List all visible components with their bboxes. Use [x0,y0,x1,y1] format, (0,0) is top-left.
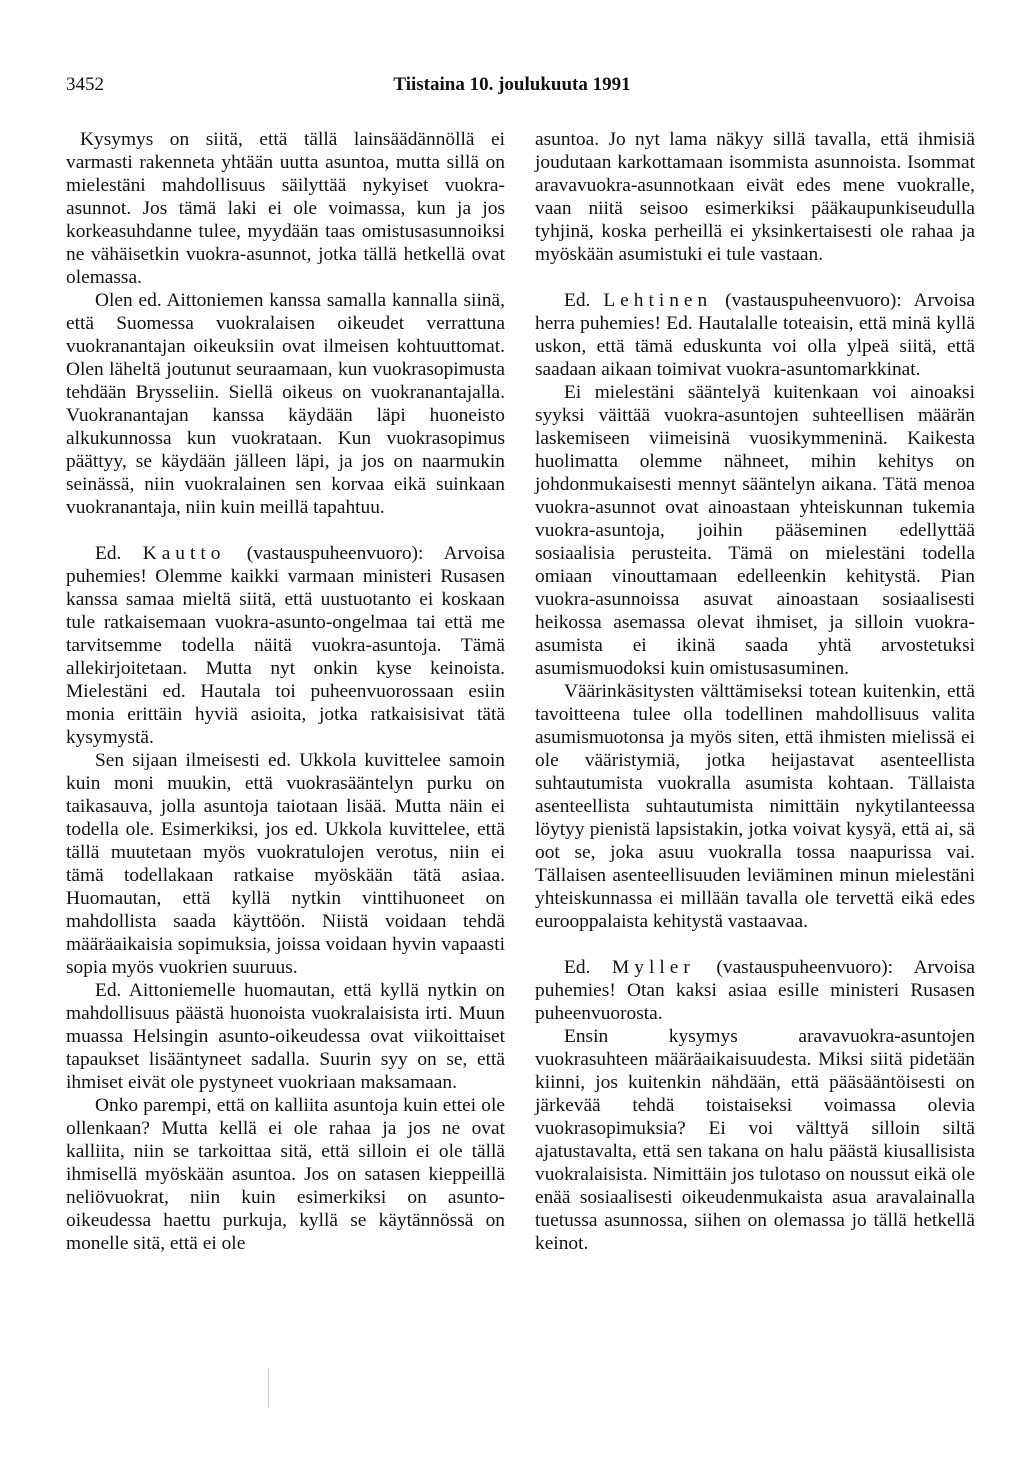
paragraph: Olen ed. Aittoniemen kanssa samalla kannalla siinä, että Suomessa vuokralaisen oikeudet verrattuna vuokranantajan oikeuksiin ovat ilmeisen kohtuuttomat. Olen läheltä joutunut seuraamaan, kun vuokrasopimusta tehdään Brysseliin. Siellä oikeus on vuokranantajalla. Vuokranantajan kanssa käydään läpi huoneisto alkukunnossa kun vuokrataan. Kun vuokrasopimus päättyy, se käydään jälleen läpi, ja jos on naarmukin seinässä, niin vuokralainen sen korvaa eikä suinkaan vuokranantaja, niin kuin meillä tapahtuu. [66,290,505,518]
speech-myller [535,956,975,1025]
right-column [535,128,975,1255]
header-date: Tiistaina 10. joulukuuta 1991 [393,74,631,95]
page-header [66,74,958,100]
paragraph: Väärinkäsitysten välttämiseksi totean kuitenkin, että tavoitteena tulee olla todellinen mahdollisuus valita asumismuotonsa ja myös siten, että ihmisten mielissä ei ole vääristymiä, jotka heijastavat asenteellista suhtautumista vuokralla asumista kohtaan. Tällaista asenteellista suhtautumista nimittäin nykytilanteessa löytyy pienistä lapsistakin, jotka voivat kysyä, että ai, sä oot se, joka asuu vuokralla tossa naapurissa vai. Tällaisen asenteellisuuden leviäminen minun mielestäni yhteiskunnassa ei millään tavalla ole tervettä eikä edes eurooppalaista kehitystä vastaavaa. [535,681,975,932]
speaker-prefix: Ed. [95,543,143,564]
speech-kautto [66,542,505,749]
paragraph: Kysymys on siitä, että tällä lainsäädännöllä ei varmasti rakenneta yhtään uutta asuntoa, mutta sillä on mielestäni mahdollisuus säilyttää nykyiset vuokra-asunnot. Jos tämä laki ei ole voimassa, kun ja jos korkeasuhdanne tulee, myydään taas omistusasunnoiksi ne vähäisetkin vuokra-asunnot, jotka tällä hetkellä ovat olemassa. [66,129,505,288]
speech-text: (vastauspuheenvuoro): Arvoisa puhemies! Olemme kaikki varmaan ministeri Rusasen kanssa samaa mieltä siitä, että uustuotanto ei koskaan tule ratkaisemaan vuokra-asunto-ongelmaa tai että me tarvitsemme todella näitä vuokra-asuntoja. Tämä allekirjoitetaan. Mutta nyt onkin kyse keinoista. Mielestäni ed. Hautala toi puheenvuorossaan esiin monia erittäin hyviä asioita, jotka ratkaisisivat tätä kysymystä. [66,543,505,748]
page-number: 3452 [66,74,104,95]
speech-lehtinen [535,289,975,381]
scan-artifact-line [268,1368,269,1408]
speech-text: (vastauspuheenvuoro): Arvoisa herra puhemies! Ed. Hautalalle toteaisin, että minä kyllä uskon, että tämä eduskunta voi olla ylpeä siitä, että saadaan aikaan toimivat vuokra-asuntomarkkinat. [535,290,975,380]
paragraph: Onko parempi, että on kalliita asuntoja kuin ettei ole ollenkaan? Mutta kellä ei ole rahaa ja jos ne ovat kalliita, niin se tarkoittaa sitä, että silloin ei ole tällä ihmisellä myöskään asuntoa. Jos on satasen kieppeillä neliövuokrat, niin kuin esimerkiksi on asunto-oikeudessa haettu purkuja, kyllä se käytännössä on monelle sitä, että ei ole [66,1095,505,1254]
speaker-name: Myller [612,957,695,978]
paragraph: Sen sijaan ilmeisesti ed. Ukkola kuvittelee samoin kuin moni muukin, että vuokrasääntelyn purku on taikasauva, jolla asuntoja taiotaan lisää. Mutta näin ei todella ole. Esimerkiksi, jos ed. Ukkola kuvittelee, että tällä muutetaan myös vuokratulojen verotus, niin ei tämä todellakaan ratkaise myöskään tätä asiaa. Huomautan, että kyllä nytkin vinttihuoneet on mahdollista saada käyttöön. Niistä voidaan tehdä määräaikaisia sopimuksia, joissa voidaan hyvin vapaasti sopia myös vuokrien suuruus. [66,750,505,978]
speaker-prefix: Ed. [564,290,604,311]
left-column [66,128,505,1255]
speaker-name: Lehtinen [603,290,713,311]
speaker-name: Kautto [142,543,226,564]
paragraph: Ensin kysymys aravavuokra-asuntojen vuokrasuhteen määräaikaisuudesta. Miksi siitä pidetään kiinni, jos kuitenkin nähdään, että pääsääntöisesti on järkevää tehdä toistaiseksi voimassa olevia vuokrasopimuksia? Ei voi välttyä silloin siltä ajatustavalta, että sen takana on halu päästä kiusallisista vuokralaisista. Nimittäin jos tulotaso on noussut eikä ole enää sosiaalisesti oikeudenmukaista asua aravalainalla tuetussa asunnossa, siihen on olemassa jo tällä hetkellä keinot. [535,1026,975,1254]
speech-text: (vastauspuheenvuoro): Arvoisa puhemies! Otan kaksi asiaa esille ministeri Rusasen puheenvuorosta. [535,957,975,1024]
paragraph: Ed. Aittoniemelle huomautan, että kyllä nytkin on mahdollisuus päästä huonoista vuokralaisista irti. Muun muassa Helsingin asunto-oikeudessa ovat viikoittaiset tapaukset lisääntyneet sadalla. Suurin syy on se, että ihmiset eivät ole pystyneet vuokriaan maksamaan. [66,980,505,1093]
paragraph: Ei mielestäni sääntelyä kuitenkaan voi ainoaksi syyksi väittää vuokra-asuntojen suhteellisen määrän laskemiseen viimeisinä vuosikymmeninä. Kaikesta huolimatta olemme nähneet, mihin kehitys on johdonmukaisesti mennyt sääntelyn aikana. Tätä menoa vuokra-asunnot ovat ainoastaan yhteiskunnan tukemia vuokra-asuntoja, joihin pääseminen edellyttää sosiaalisia perusteita. Tämä on mielestäni todella omiaan vinouttamaan edelleenkin kehitystä. Pian vuokra-asunnoissa asuvat ainoastaan sosiaalisesti heikossa asemassa olevat ihmiset, ja silloin vuokra-asumista ei ikinä saada yhtä arvostetuksi asumismuodoksi kuin omistusasuminen. [535,382,975,679]
paragraph: asuntoa. Jo nyt lama näkyy sillä tavalla, että ihmisiä joudutaan karkottamaan isommista asunnoista. Isommat aravavuokra-asunnotkaan eivät edes mene vuokralle, vaan niitä seisoo esimerkiksi pääkaupunkiseudulla tyhjinä, koska perheillä ei yksinkertaisesti ole rahaa ja myöskään asumistuki ei tule vastaan. [535,129,975,265]
speaker-prefix: Ed. [564,957,613,978]
